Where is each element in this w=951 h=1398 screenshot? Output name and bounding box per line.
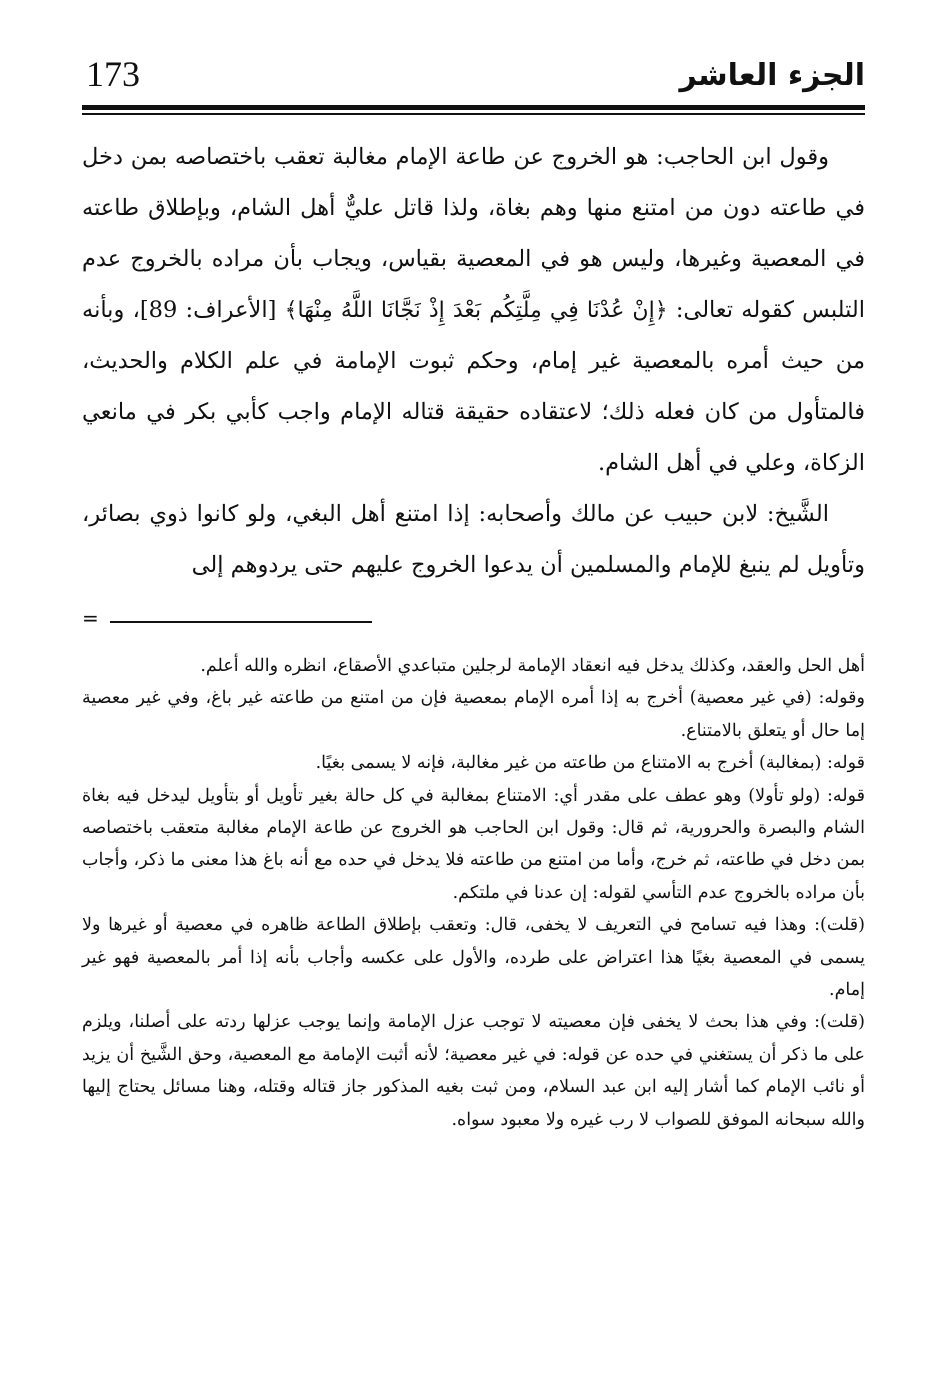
main-paragraph-1 xyxy=(82,132,865,489)
quran-verse: ﴿إِنْ عُدْنَا فِي مِلَّتِكُم بَعْدَ إِذْ نَجَّانَا اللَّهُ مِنْهَا﴾ xyxy=(284,298,668,323)
footnote-paragraph: وقوله: (في غير معصية) أخرج به إذا أمره الإمام بمعصية فإن من امتنع من طاعته غير باغ، وفي غير معصية إما حال أو يتعلق بالامتناع. xyxy=(82,688,865,741)
footnote-paragraph: أهل الحل والعقد، وكذلك يدخل فيه انعقاد الإمامة لرجلين متباعدي الأصقاع، انظره والله أعلم. xyxy=(200,656,865,676)
running-head: الجزء العاشر xyxy=(679,58,865,93)
page-number: 173 xyxy=(86,54,140,94)
header-rule-thin xyxy=(82,113,865,115)
footnote-paragraph: (قلت): وفي هذا بحث لا يخفى فإن معصيته لا توجب عزل الإمامة وإنما يوجب عزلها ردته على أصلنا، ويلزم على ما ذكر أن يستغني في حده عن قوله: في غير معصية؛ لأنه أثبت الإمامة مع المعصية، وحق الشَّيخ أن يزيد أو نائب الإمام كما أشار إليه ابن عبد السلام، ومن ثبت بغيه المذكور جاز قتاله وقتله، وهنا مسائل يحتاج إليها والله سبحانه الموفق للصواب لا رب غيره ولا معبود سواه. xyxy=(82,1012,865,1130)
header-rule-thick xyxy=(82,105,865,110)
footnote-separator xyxy=(82,606,372,632)
footnotes xyxy=(82,650,865,1136)
main-paragraph-1-text-a: وقول ابن الحاجب: هو الخروج عن طاعة الإمام مغالبة تعقب باختصاصه بمن دخل في طاعته دون من امتنع منها وهم بغاة، ولذا قاتل عليٌّ أهل الشام، وبإطلاق طاعته في المعصية وغيرها، وليس هو في المعصية بقياس، ويجاب بأن مراده بالخروج عدم التلبس كقوله تعالى: xyxy=(82,144,865,323)
page-header xyxy=(82,52,865,100)
footnote-paragraph: قوله: (ولو تأولا) وهو عطف على مقدر أي: الامتناع بمغالبة في كل حالة بغير تأويل أو بتأويل ليدخل فيه بغاة الشام والبصرة والحرورية، ثم قال: وقول ابن الحاجب هو الخروج عن طاعة الإمام مغالبة متعقب باختصاصه بمن دخل في طاعته، ثم خرج، وأما من امتنع من طاعته فلا يدخل في حده مع أنه باغ هذا معنى ما ذكر، وأجاب بأن مراده بالخروج عدم التأسي لقوله: إن عدنا في ملتكم. xyxy=(82,785,865,903)
main-paragraph-1-text-b: [الأعراف: 89]، وبأنه من حيث أمره بالمعصية غير إمام، وحكم ثبوت الإمامة في علم الكلام والحديث، فالمتأول من كان فعله ذلك؛ لاعتقاده حقيقة قتاله الإمام واجب كأبي بكر في مانعي الزكاة، وعلي في أهل الشام. xyxy=(82,297,865,476)
main-paragraph-2: الشَّيخ: لابن حبيب عن مالك وأصحابه: إذا امتنع أهل البغي، ولو كانوا ذوي بصائر، وتأويل لم ينبغ للإمام والمسلمين أن يدعوا الخروج عليهم حتى يردوهم إلى xyxy=(82,501,865,578)
footnote-paragraph: قوله: (بمغالبة) أخرج به الامتناع من طاعته من غير مغالبة، فإنه لا يسمى بغيًا. xyxy=(315,753,865,774)
footnote-continuation-mark: = xyxy=(82,606,99,630)
footnote-paragraph: (قلت): وهذا فيه تسامح في التعريف لا يخفى، قال: وتعقب بإطلاق الطاعة ظاهره في معصية أو غيرها ولا يسمى في المعصية بغيًا هذا اعتراض على طرده، والأول على عكسه وأجاب بأنه إذا أمر بالمعصية فهو غير إمام. xyxy=(82,915,865,1001)
footnote-rule xyxy=(110,621,372,623)
main-text xyxy=(82,132,865,591)
